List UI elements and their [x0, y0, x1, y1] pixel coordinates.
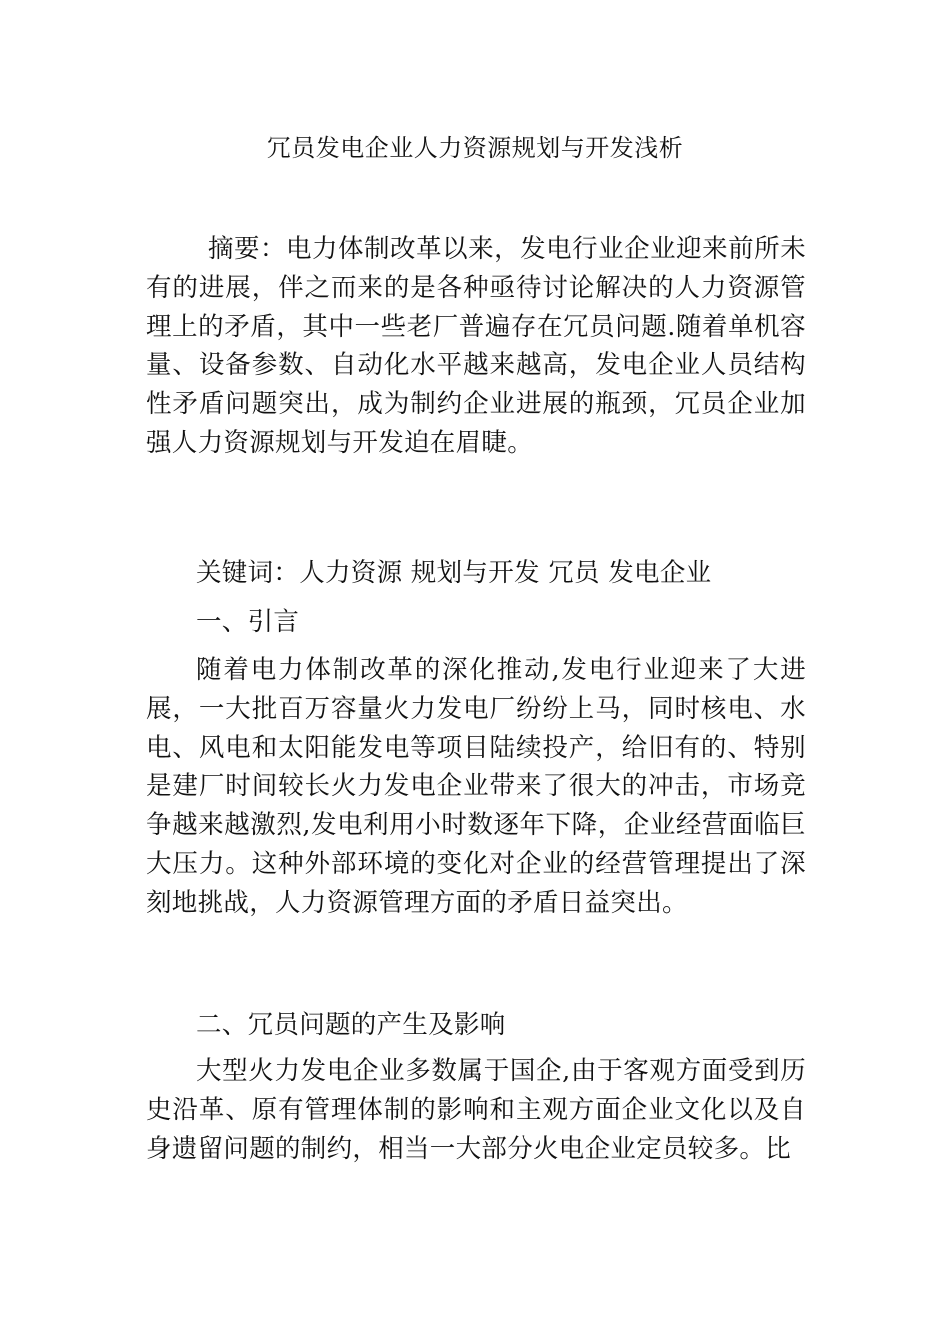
- page-title: 冗员发电企业人力资源规划与开发浅析: [266, 134, 684, 162]
- redundancy-paragraph: 大型火力发电企业多数属于国企,由于客观方面受到历史沿革、原有管理体制的影响和主观方面企业文化以及自身遗留问题的制约，相当一大部分火电企业定员较多。比: [146, 1056, 806, 1164]
- keywords-line: 关键词：人力资源 规划与开发 冗员 发电企业: [196, 558, 712, 588]
- section-heading-redundancy: 二、冗员问题的产生及影响: [196, 1010, 506, 1040]
- abstract-paragraph: 摘要：电力体制改革以来，发电行业企业迎来前所未有的进展，伴之而来的是各种亟待讨论解决的人力资源管理上的矛盾，其中一些老厂普遍存在冗员问题.随着单机容量、设备参数、自动化水平越来越高，发电企业人员结构性矛盾问题突出，成为制约企业进展的瓶颈，冗员企业加强人力资源规划与开发迫在眉睫。: [146, 234, 806, 458]
- introduction-paragraph: 随着电力体制改革的深化推动,发电行业迎来了大进展，一大批百万容量火力发电厂纷纷上马，同时核电、水电、风电和太阳能发电等项目陆续投产，给旧有的、特别是建厂时间较长火力发电企业带来了很大的冲击，市场竞争越来越激烈,发电利用小时数逐年下降，企业经营面临巨大压力。这种外部环境的变化对企业的经营管理提出了深刻地挑战，人力资源管理方面的矛盾日益突出。: [146, 655, 806, 918]
- section-heading-introduction: 一、引言: [196, 607, 300, 637]
